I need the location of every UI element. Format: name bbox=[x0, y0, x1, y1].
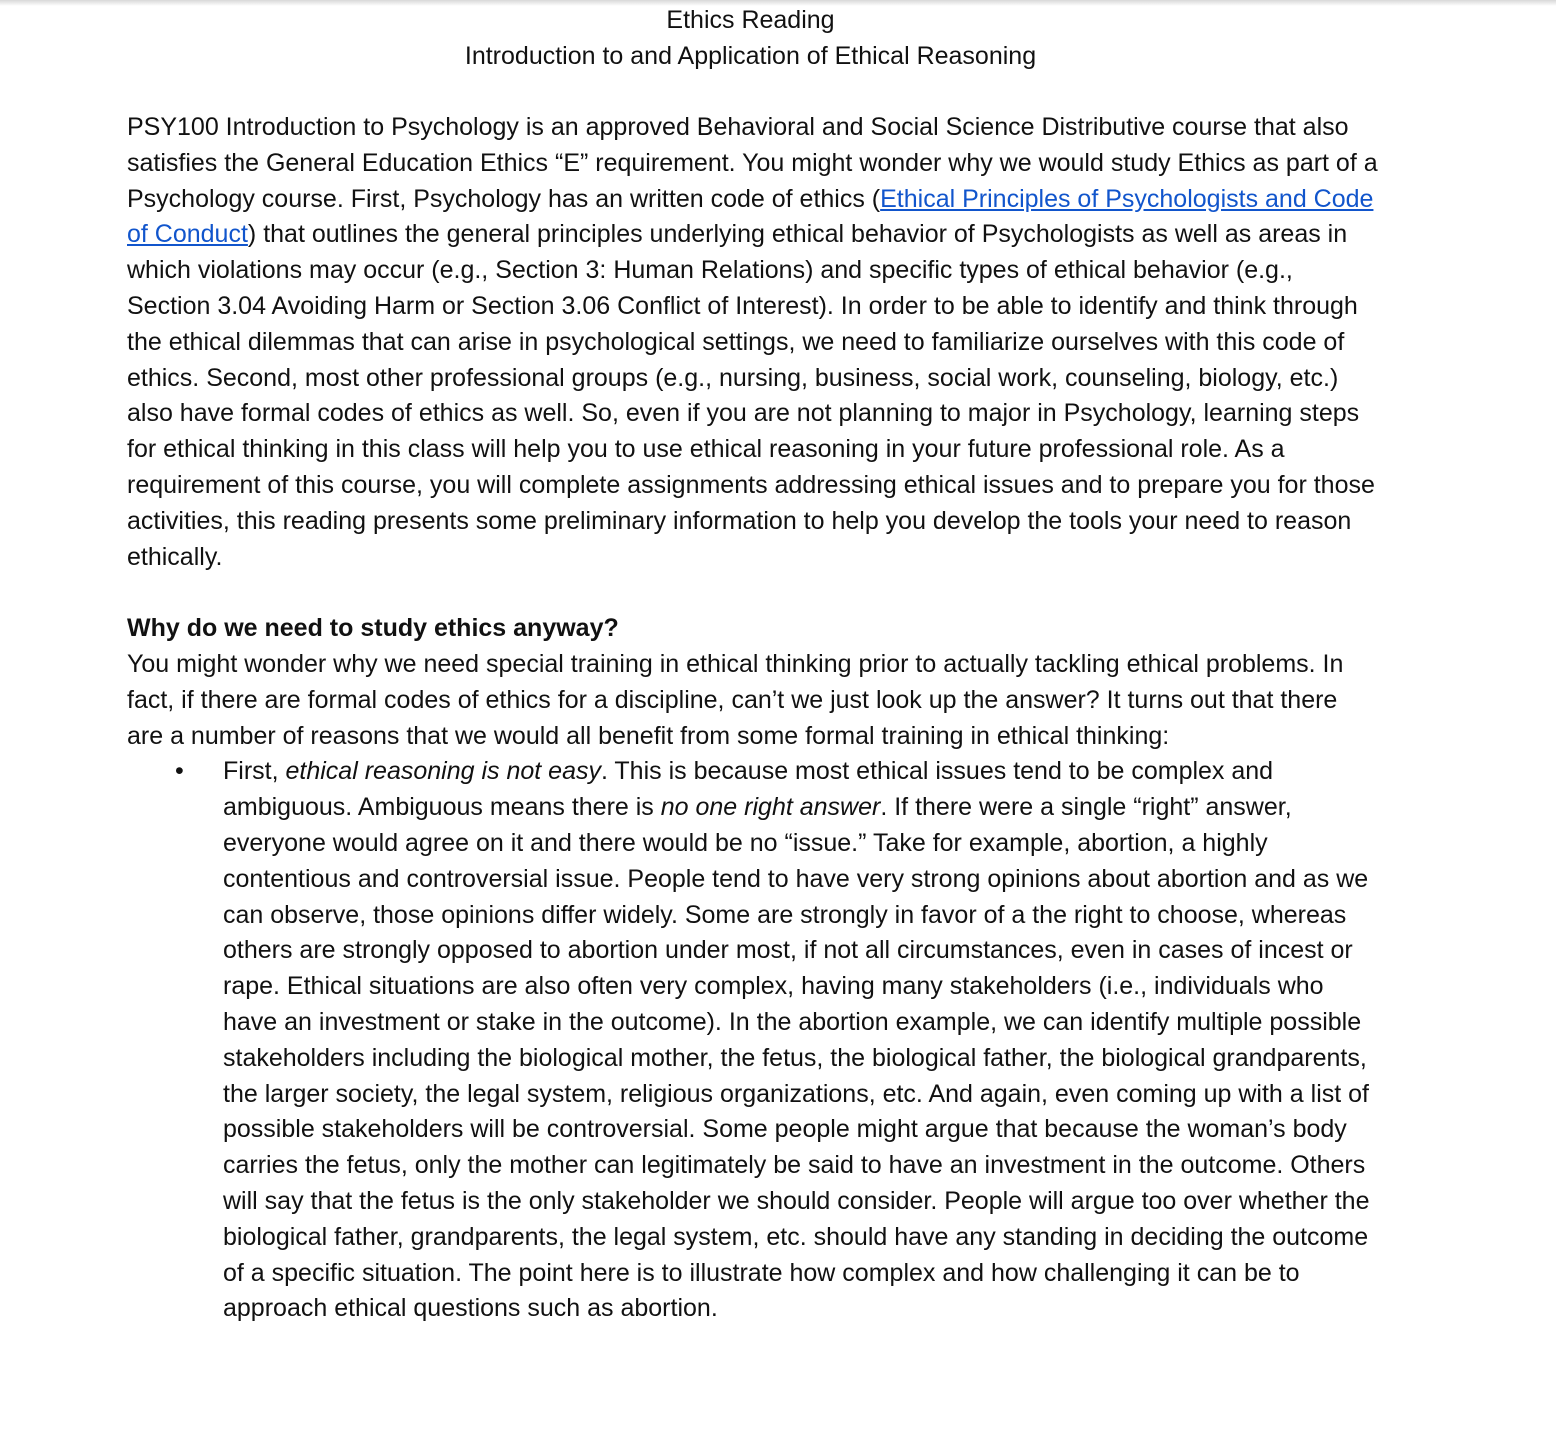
bullet-icon: • bbox=[175, 757, 184, 786]
document-body bbox=[127, 110, 1379, 1327]
reasons-list bbox=[127, 754, 1379, 1327]
intro-paragraph bbox=[127, 110, 1379, 575]
document-title: Ethics Reading bbox=[666, 6, 835, 34]
bullet-emphasis: ethical reasoning is not easy bbox=[285, 757, 601, 786]
section-heading: Why do we need to study ethics anyway? bbox=[127, 614, 619, 643]
bullet-emphasis: no one right answer bbox=[660, 793, 881, 822]
document-subtitle: Introduction to and Application of Ethical Reasoning bbox=[464, 42, 1037, 70]
ethics-code-link[interactable]: Ethical Principles of Psychologists and Code of Conduct bbox=[127, 184, 1374, 249]
section-paragraph: You might wonder why we need special training in ethical thinking prior to actually tackling ethical problems. In fact, if there are formal codes of ethics for a discipline, can’t we just look up the answer? It turns out that there are a number of reasons that we would all benefit from some formal training in ethical thinking: bbox=[127, 649, 1344, 750]
bullet-text-part: . If there were a single “right” answer, everyone would agree on it and there would be no “issue.” Take for example, abortion, a highly contentious and controversial issue. People tend to have very strong opinions about abortion and as we can observe, those opinions differ widely. Some are strongly in favor of a the right to choose, whereas others are strongly opposed to abortion under most, if not all circumstances, even in cases of incest or rape. Ethical situations are also often very complex, having many stakeholders (i.e., individuals who have an investment or stake in the outcome). In the abortion example, we can identify multiple possible stakeholders including the biological mother, the fetus, the biological father, the biological grandparents, the larger society, the legal system, religious organizations, etc. And again, even coming up with a list of possible stakeholders will be controversial. Some people might argue that because the woman’s body carries the fetus, only the mother can legitimately be said to have an investment in the outcome. Others will say that the fetus is the only stakeholder we should consider. People will argue too over whether the biological father, grandparents, the legal system, etc. should have any standing in deciding the outcome of a specific situation. The point here is to illustrate how complex and how challenging it can be to approach ethical questions such as abortion. bbox=[223, 793, 1370, 1323]
paragraph-spacer bbox=[127, 575, 1379, 611]
bullet-text-part: . This is because most ethical issues tend to be complex and ambiguous. Ambiguous means there is bbox=[223, 757, 1274, 822]
bullet-text-part: First, bbox=[223, 757, 286, 786]
intro-text-before-link: PSY100 Introduction to Psychology is an approved Behavioral and Social Science Distributive course that also satisfies the General Education Ethics “E” requirement. You might wonder why we would study Ethics as part of a Psychology course. First, Psychology has an written code of ethics ( bbox=[127, 113, 1378, 213]
list-item bbox=[127, 754, 1379, 1327]
intro-text-after-link: ) that outlines the general principles underlying ethical behavior of Psychologists as well as areas in which violations may occur (e.g., Section 3: Human Relations) and specific types of ethical behavior (e.g., Section 3.04 Avoiding Harm or Section 3.06 Conflict of Interest). In order to be able to identify and think through the ethical dilemmas that can arise in psychological settings, we need to familiarize ourselves with this code of ethics. Second, most other professional groups (e.g., nursing, business, social work, counseling, biology, etc.) also have formal codes of ethics as well. So, even if you are not planning to major in Psychology, learning steps for ethical thinking in this class will help you to use ethical reasoning in your future professional role. As a requirement of this course, you will complete assignments addressing ethical issues and to prepare you for those activities, this reading presents some preliminary information to help you develop the tools your need to reason ethically. bbox=[127, 220, 1375, 571]
